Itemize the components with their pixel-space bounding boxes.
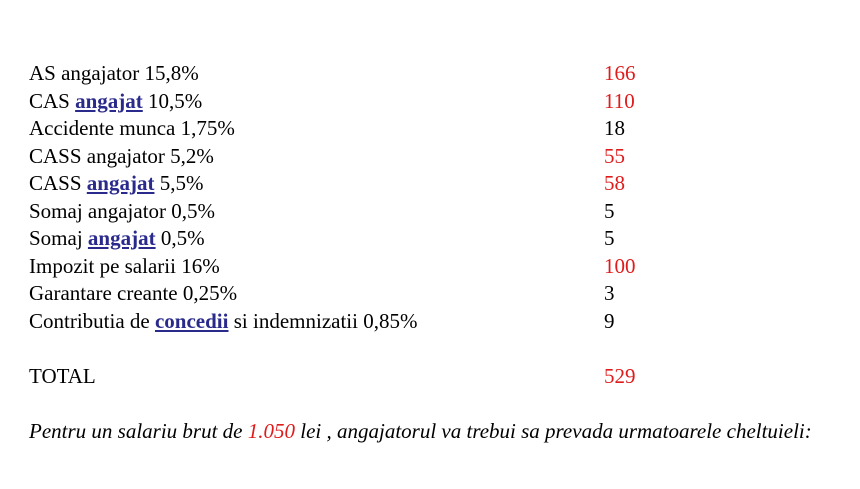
row-value: 110 (604, 88, 635, 113)
total-row (29, 362, 829, 390)
angajat-link[interactable]: angajat (87, 226, 156, 250)
table-row (29, 115, 829, 143)
total-label: TOTAL (29, 364, 96, 388)
row-label: Garantare creante 0,25% (29, 281, 238, 305)
row-value: 100 (604, 253, 636, 278)
table-row (29, 88, 829, 116)
row-value: 55 (604, 143, 625, 168)
table-row (29, 308, 829, 336)
row-label: Impozit pe salarii 16% (29, 253, 220, 278)
row-label: CAS angajat 10,5% (29, 88, 203, 113)
row-value: 166 (604, 61, 636, 85)
table-row (29, 143, 829, 171)
note-text-end: lei , angajatorul va trebui sa prevada urmatoarele cheltuieli: (295, 419, 812, 443)
contributions-table (29, 60, 829, 335)
row-label: CASS angajator 5,2% (29, 143, 214, 168)
row-label: Somaj angajator 0,5% (29, 198, 216, 223)
row-value: 18 (604, 116, 625, 140)
row-value: 58 (604, 171, 625, 195)
row-value: 5 (604, 198, 615, 223)
concedii-link[interactable]: concedii (154, 308, 229, 333)
gross-salary-amount: 1.050 (247, 419, 295, 443)
row-value: 5 (604, 226, 615, 250)
table-row (29, 253, 829, 281)
row-label: Somaj angajat 0,5% (29, 226, 205, 250)
row-label: Accidente munca 1,75% (29, 116, 235, 140)
row-value: 3 (604, 281, 615, 305)
table-row (29, 280, 829, 308)
row-label: Contributia de concedii si indemnizatii 0,85% (29, 308, 418, 333)
angajat-link[interactable]: angajat (86, 171, 155, 195)
row-label: AS angajator 15,8% (29, 61, 199, 85)
note-text-start: Pentru un salariu brut de (29, 419, 248, 443)
salary-note (29, 418, 839, 444)
angajat-link[interactable]: angajat (75, 88, 143, 113)
row-value: 9 (604, 308, 615, 333)
table-row (29, 60, 829, 88)
row-label: CASS angajat 5,5% (29, 171, 204, 195)
total-value: 529 (604, 364, 636, 388)
table-row (29, 225, 829, 253)
table-row (29, 170, 829, 198)
table-row (29, 198, 829, 226)
